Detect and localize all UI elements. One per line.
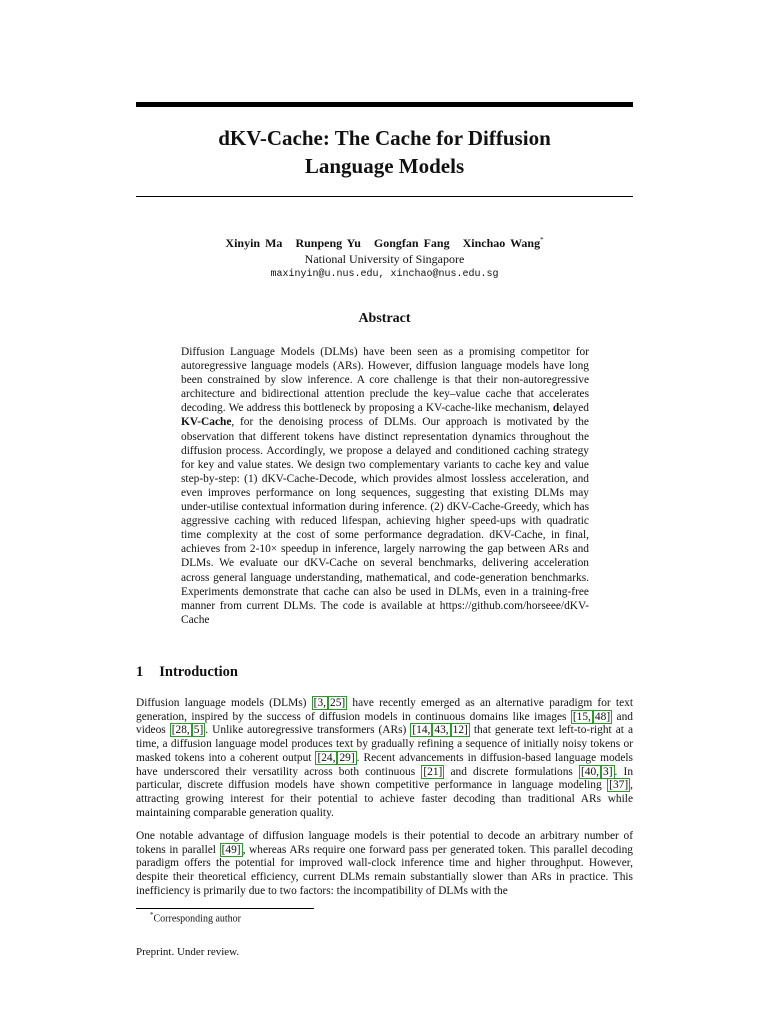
citation-link[interactable]: 48]	[594, 710, 611, 723]
abstract-heading: Abstract	[358, 311, 411, 326]
footnote-text: Corresponding author	[153, 913, 241, 925]
intro-paragraph-1: Diffusion language models (DLMs) [3, 25] have recently emerged as an alternative paradigm for text generation, inspired by the success of diffusion models in continuous domains like images [15, 48] and videos [28, 5] . Unlike autoregressive transformers (ARs) [14, 43, 12] that generate text left-to-right at a time, a diffusion language model produces text by gradually refining a sequence of initially noisy tokens or masked tokens into a coherent output [24, 29] . Recent advancements in diffusion-based language models have underscored their versatility across both continuous [21] and discrete formulations [40, 3] . In particular, discrete diffusion models have shown competitive performance in language modeling [37] , attracting growing interest for their potential to achieve faster decoding than traditional ARs while maintaining comparable generation quality.	[136, 697, 634, 819]
author-name: Gongfan Fang	[373, 236, 450, 250]
footnote-mark: *	[150, 911, 154, 919]
title-top-rule	[136, 102, 633, 107]
intro-paragraph-2: One notable advantage of diffusion language models is their potential to decode an arbitrary number of tokens in parallel [49] , whereas ARs require one forward pass per generated token. This parallel decoding paradigm offers the potential for improved wall-clock inference time and higher throughput. However, despite their theoretical efficiency, current DLMs remain substantially slower than ARs in practice. This inefficiency is primarily due to two factors: the incompatibility of DLMs with the	[136, 830, 633, 897]
abstract-body: Diffusion Language Models (DLMs) have been seen as a promising competitor for autoregressive language models (ARs). However, diffusion language models have long been constrained by slow inference. A core challenge is that their non-autoregressive architecture and bidirectional attention preclude the key–value cache that accelerates decoding. We address this bottleneck by proposing a KV-cache-like mechanism, delayed KV-Cache, for the denoising process of DLMs. Our approach is motivated by the observation that different tokens have distinct representation dynamics throughout the diffusion process. Accordingly, we propose a delayed and conditioned caching strategy for key and value states. We design two complementary variants to cache key and value step-by-step: (1) dKV-Cache-Decode, which provides almost lossless acceleration, and even improves performance on long sequences, suggesting that existing DLMs may under-utilise contextual information during inference. (2) dKV-Cache-Greedy, which has aggressive caching with reduced lifespan, achieving higher speed-ups with quadratic time complexity at the cost of some performance degradation. dKV-Cache, in final, achieves from 2-10× speedup in inference, largely narrowing the gap between ARs and DLMs. We evaluate our dKV-Cache on several benchmarks, delivering acceleration across general language understanding, mathematical, and code-generation benchmarks. Experiments demonstrate that cache can also be used in DLMs, even in a training-free manner from current DLMs. The code is available at https://github.com/horseee/dKV-Cache	[181, 346, 589, 626]
citation-link[interactable]: [14,	[412, 724, 431, 737]
title-line-2: Language Models	[304, 154, 465, 178]
author-names	[136, 232, 633, 251]
citation-link[interactable]: [40,	[580, 765, 600, 778]
citation-link[interactable]: 5]	[193, 724, 204, 737]
citation-link[interactable]: 25]	[330, 697, 346, 709]
title-bottom-rule	[136, 196, 633, 197]
footnote-rule	[136, 908, 314, 909]
citation-link[interactable]: [37]	[609, 779, 629, 792]
section-number: 1	[136, 664, 144, 680]
paper-title	[136, 124, 633, 180]
affiliation: National University of Singapore	[304, 252, 465, 266]
citation-link[interactable]: 29]	[339, 751, 355, 764]
citation-link[interactable]: [3,	[313, 697, 327, 709]
footnote	[150, 911, 241, 924]
citation-link[interactable]: [24,	[317, 751, 336, 764]
author-name: Runpeng Yu	[295, 236, 361, 250]
title-line-1: dKV-Cache: The Cache for Diffusion	[218, 126, 551, 150]
section-title: Introduction	[159, 664, 238, 680]
citation-link[interactable]: [49]	[221, 843, 241, 856]
citation-link[interactable]: [15,	[572, 710, 591, 723]
citation-link[interactable]: [28,	[171, 724, 190, 737]
citation-link[interactable]: 43,	[434, 724, 449, 737]
citation-link[interactable]: 12]	[452, 724, 468, 737]
preprint-footer: Preprint. Under review.	[136, 946, 240, 958]
author-block	[136, 232, 633, 283]
author-name: Xinchao Wang*	[462, 236, 544, 250]
citation-link[interactable]: 3]	[603, 765, 613, 778]
author-name: Xinyin Ma	[225, 236, 283, 250]
citation-link[interactable]: [21]	[423, 765, 443, 778]
author-emails: maxinyin@u.nus.edu, xinchao@nus.edu.sg	[270, 269, 499, 280]
corresponding-mark: *	[540, 236, 544, 244]
section-heading	[136, 664, 238, 681]
